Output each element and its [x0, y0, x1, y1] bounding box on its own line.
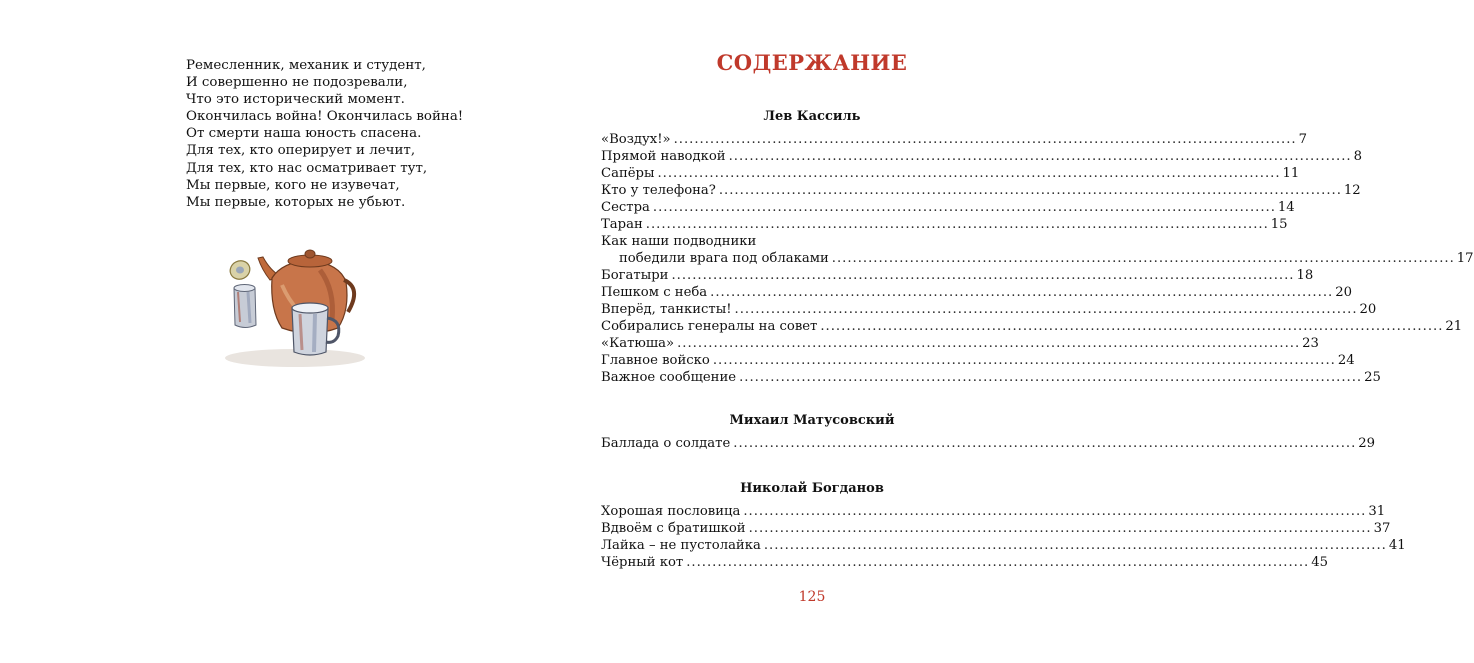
toc-entry-page: 29	[1358, 436, 1376, 451]
leader-dots: ........................................................................................................................	[733, 436, 1357, 451]
toc-entry-page: 8	[1353, 149, 1362, 164]
poem-line: Для тех, кто нас осматривает тут,	[186, 160, 428, 176]
page-number: 125	[798, 589, 826, 605]
toc-title: СОДЕРЖАНИЕ	[716, 50, 908, 75]
leader-dots: ........................................................................................................................	[748, 521, 1372, 536]
toc-entry[interactable]	[601, 250, 1474, 267]
leader-dots: ........................................................................................................................	[831, 251, 1455, 266]
leader-dots: ........................................................................................................................	[734, 302, 1358, 317]
toc-entry[interactable]	[601, 233, 1020, 250]
toc-entry-page: 45	[1311, 555, 1328, 570]
leader-dots: ........................................................................................................................	[728, 149, 1352, 164]
toc-entry-page: 31	[1368, 504, 1386, 519]
toc-entry-page: 21	[1445, 319, 1463, 334]
poem-line: От смерти наша юность спасена.	[186, 126, 422, 142]
toc-entry-page: 25	[1364, 370, 1381, 385]
leader-dots: ........................................................................................................................	[645, 217, 1269, 232]
toc-entry[interactable]	[601, 267, 1314, 284]
toc-entry-title: Чёрный кот	[601, 555, 684, 570]
leader-dots: ........................................................................................................................	[677, 336, 1301, 351]
poem-line: И совершенно не подозревали,	[186, 75, 408, 91]
leader-dots: ........................................................................................................................	[743, 504, 1367, 519]
poem-line: Ремесленник, механик и студент,	[186, 58, 426, 73]
author-heading: Лев Кассиль	[763, 109, 861, 124]
toc-entry[interactable]	[601, 301, 1377, 318]
leader-dots: ........................................................................................................................	[763, 538, 1387, 553]
toc-entry-title: Лайка – не пустолайка	[601, 538, 761, 553]
toc-entry[interactable]	[601, 537, 1406, 554]
toc-entry[interactable]	[601, 335, 1319, 352]
toc-entry-page: 15	[1270, 217, 1288, 232]
toc-entry-title: Баллада о солдате	[601, 436, 731, 451]
toc-entry-page: 20	[1359, 302, 1377, 317]
leader-dots: ........................................................................................................................	[712, 353, 1336, 368]
toc-section-bogdanov	[601, 503, 1406, 571]
poem-line: Мы первые, кого не изувечат,	[186, 177, 400, 193]
toc-entry-title: Богатыри	[601, 268, 669, 283]
poem-line: Мы первые, которых не убьют.	[186, 194, 406, 210]
poem-line: Что это исторический момент.	[186, 92, 405, 108]
toc-section-kassil	[601, 131, 1474, 386]
leader-dots: ........................................................................................................................	[710, 285, 1334, 300]
leader-dots: ........................................................................................................................	[671, 268, 1295, 283]
toc-entry-title: Сапёры	[601, 166, 655, 181]
toc-entry-title: Хорошая пословица	[601, 504, 741, 519]
toc-entry-page: 14	[1277, 200, 1295, 215]
toc-entry-title: Важное сообщение	[601, 370, 737, 385]
toc-entry-title: Пешком с неба	[601, 285, 708, 300]
toc-entry-title: Как наши подводники	[601, 234, 757, 249]
toc-entry-title: Прямой наводкой	[601, 149, 726, 164]
toc-entry-page: 12	[1343, 183, 1361, 198]
leader-dots: ........................................................................................................................	[739, 370, 1363, 385]
toc-entry-title: Кто у телефона?	[601, 183, 716, 198]
toc-entry-page: 11	[1282, 166, 1300, 181]
toc-entry-title: «Катюша»	[601, 336, 675, 351]
toc-entry-page: 41	[1388, 538, 1406, 553]
toc-section-matusovsky	[601, 435, 1376, 452]
toc-entry[interactable]	[601, 318, 1463, 335]
toc-entry[interactable]	[601, 148, 1362, 165]
toc-entry-page: 24	[1337, 353, 1355, 368]
leader-dots: ........................................................................................................................	[673, 132, 1297, 147]
toc-entry[interactable]	[601, 520, 1391, 537]
toc-entry[interactable]	[601, 435, 1376, 452]
leader-dots: ........................................................................................................................	[652, 200, 1276, 215]
leader-dots: ........................................................................................................................	[718, 183, 1342, 198]
toc-entry-page: 37	[1373, 521, 1391, 536]
toc-entry-title: Сестра	[601, 200, 650, 215]
toc-entry[interactable]	[601, 199, 1295, 216]
leader-dots: ........................................................................................................................	[686, 555, 1310, 570]
leader-dots: ........................................................................................................................	[657, 166, 1281, 181]
toc-entry[interactable]	[601, 554, 1328, 571]
toc-entry-page: 20	[1335, 285, 1352, 300]
teapot-and-mugs-illustration	[200, 240, 370, 375]
toc-entry-page: 7	[1298, 132, 1307, 147]
toc-entry-title: Собирались генералы на совет	[601, 319, 818, 334]
toc-entry[interactable]	[601, 182, 1361, 199]
toc-entry-page: 23	[1302, 336, 1319, 351]
toc-entry-title: Вдвоём с братишкой	[601, 521, 746, 536]
toc-entry-title: Таран	[601, 217, 643, 232]
poem-line: Окончилась война! Окончилась война!	[186, 109, 464, 125]
toc-entry-page: 18	[1296, 268, 1314, 283]
author-heading: Николай Богданов	[740, 481, 884, 496]
poem-text	[186, 57, 463, 211]
toc-entry[interactable]	[601, 352, 1355, 369]
toc-entry-title: победили врага под облаками	[619, 251, 829, 266]
toc-entry[interactable]	[601, 131, 1307, 148]
toc-entry[interactable]	[601, 165, 1300, 182]
toc-entry[interactable]	[601, 284, 1352, 301]
leader-dots: ........................................................................................................................	[820, 319, 1444, 334]
toc-entry-title: Вперёд, танкисты!	[601, 302, 732, 317]
toc-entry-title: Главное войско	[601, 353, 710, 368]
toc-entry-page: 17	[1456, 251, 1474, 266]
toc-entry[interactable]	[601, 216, 1288, 233]
author-heading: Михаил Матусовский	[729, 413, 895, 428]
toc-entry-title: «Воздух!»	[601, 132, 671, 147]
toc-entry[interactable]	[601, 369, 1381, 386]
poem-line: Для тех, кто оперирует и лечит,	[186, 143, 416, 159]
toc-entry[interactable]	[601, 503, 1386, 520]
